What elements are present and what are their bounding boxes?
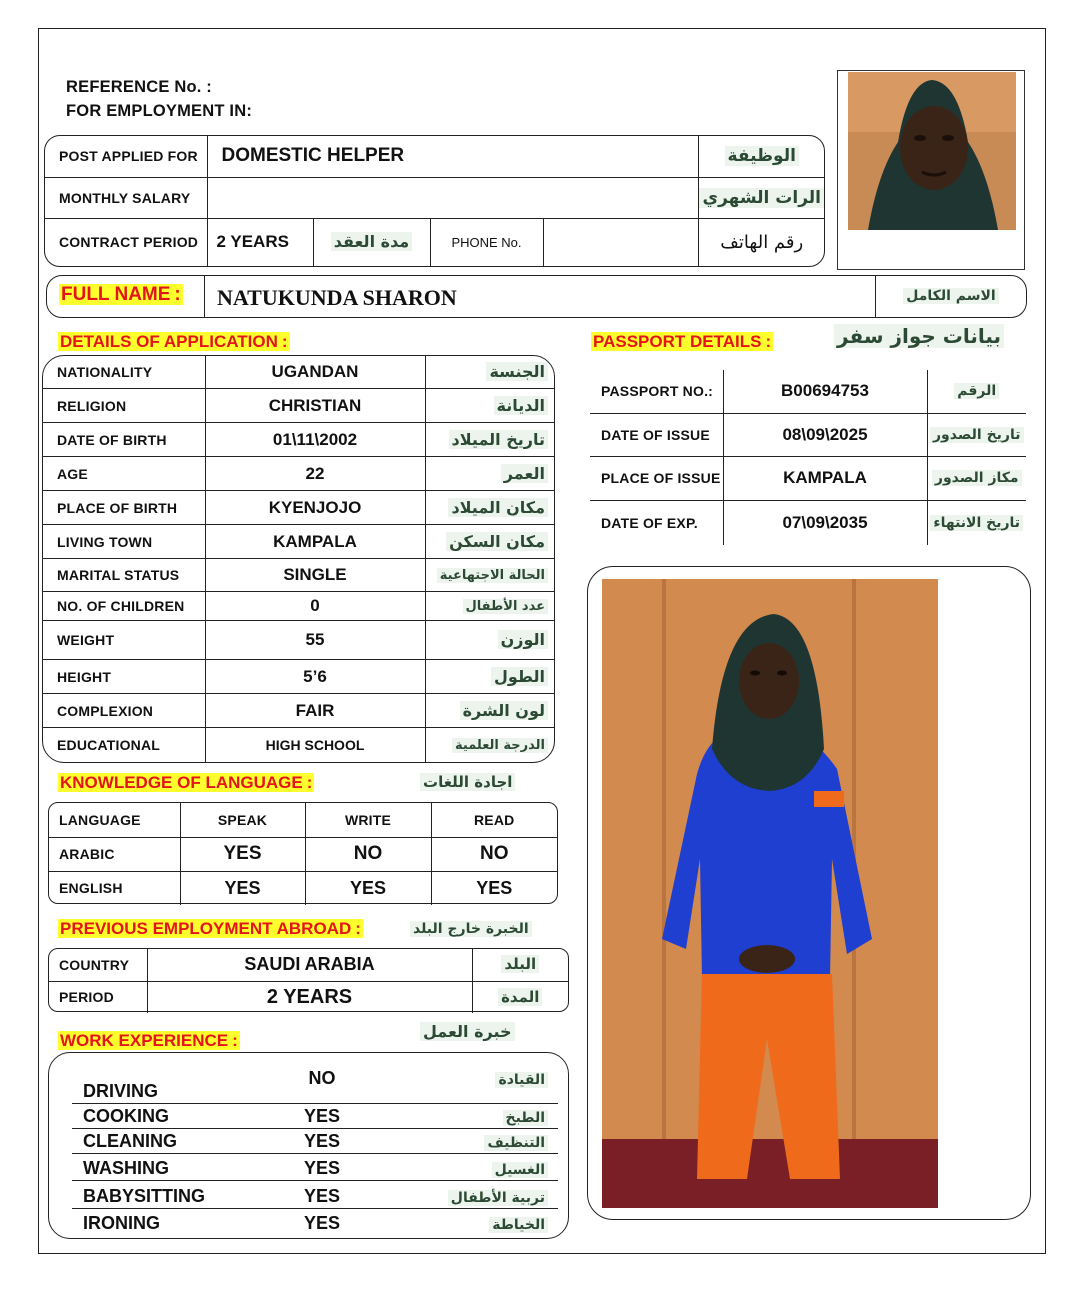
details-label: HEIGHT bbox=[43, 660, 205, 694]
passport-label: PLACE OF ISSUE bbox=[590, 456, 723, 500]
language-col-speak: SPEAK bbox=[180, 803, 305, 837]
work-value: NO bbox=[308, 1068, 336, 1088]
details-label: LIVING TOWN bbox=[43, 525, 205, 559]
passport-value: 08\09\2025 bbox=[723, 413, 927, 456]
details-row-date-of-birth bbox=[43, 423, 554, 457]
passport-ar: الرقم bbox=[954, 383, 999, 399]
details-row-weight bbox=[43, 621, 554, 660]
passport-box bbox=[590, 370, 1026, 545]
work-label: IRONING bbox=[83, 1213, 161, 1233]
full-name-box bbox=[46, 275, 1027, 318]
details-row-height bbox=[43, 660, 554, 694]
post-ar: الوظيفة bbox=[725, 146, 799, 166]
language-col-read: READ bbox=[431, 803, 557, 837]
work-list bbox=[72, 1064, 558, 1235]
language-col-write: WRITE bbox=[305, 803, 431, 837]
post-label: POST APPLIED FOR bbox=[45, 136, 207, 177]
details-row-age bbox=[43, 457, 554, 491]
phone-label: PHONE No. bbox=[430, 218, 543, 266]
work-value: YES bbox=[303, 1158, 341, 1178]
full-name-divider bbox=[204, 276, 205, 317]
previous-period-label: PERIOD bbox=[49, 981, 147, 1013]
work-ar: الغسيل bbox=[492, 1162, 548, 1178]
details-label: DATE OF BIRTH bbox=[43, 423, 205, 457]
work-ar: التنظيف bbox=[484, 1135, 548, 1151]
salary-value bbox=[207, 177, 699, 218]
english-write: YES bbox=[305, 871, 431, 905]
passport-ar: تاريخ الانتهاء bbox=[930, 515, 1023, 531]
language-arabic: ARABIC bbox=[49, 837, 180, 871]
details-ar: مكان الميلاد bbox=[448, 498, 548, 517]
details-heading: DETAILS OF APPLICATION bbox=[60, 332, 278, 351]
previous-country-label: COUNTRY bbox=[49, 949, 147, 981]
details-ar: العمر bbox=[501, 464, 548, 483]
details-row-place-of-birth bbox=[43, 491, 554, 525]
passport-value: B00694753 bbox=[723, 370, 927, 413]
details-label: NO. OF CHILDREN bbox=[43, 592, 205, 621]
details-ar: مكان السكن bbox=[446, 532, 548, 551]
previous-period-ar: المدة bbox=[498, 988, 542, 1006]
details-row-no-of-children bbox=[43, 592, 554, 621]
details-value: 0 bbox=[205, 592, 425, 621]
work-row-ironing bbox=[72, 1209, 558, 1235]
full-name-ar: الاسم الكامل bbox=[903, 288, 998, 304]
contract-value: 2 YEARS bbox=[207, 218, 313, 266]
passport-label: PASSPORT NO.: bbox=[590, 370, 723, 413]
details-label: RELIGION bbox=[43, 389, 205, 423]
work-ar: خبرة العمل bbox=[420, 1022, 515, 1041]
contract-label: CONTRACT PERIOD bbox=[45, 218, 207, 266]
work-ar: الخياطة bbox=[489, 1217, 548, 1233]
details-label: AGE bbox=[43, 457, 205, 491]
details-row-living-town bbox=[43, 525, 554, 559]
language-col-language: LANGUAGE bbox=[49, 803, 180, 837]
work-row-driving bbox=[72, 1064, 558, 1104]
work-ar: القيادة bbox=[495, 1072, 548, 1088]
details-label: COMPLEXION bbox=[43, 694, 205, 728]
work-row-cleaning bbox=[72, 1129, 558, 1154]
work-row-babysitting bbox=[72, 1181, 558, 1209]
details-value: HIGH SCHOOL bbox=[205, 728, 425, 762]
details-ar: الحالة الاجتهاعية bbox=[437, 568, 548, 583]
details-label: MARITAL STATUS bbox=[43, 559, 205, 592]
details-value: CHRISTIAN bbox=[205, 389, 425, 423]
language-heading: KNOWLEDGE OF LANGUAGE bbox=[60, 773, 303, 792]
passport-row-passport-no bbox=[590, 370, 1026, 413]
work-row-cooking bbox=[72, 1104, 558, 1129]
details-rows bbox=[43, 356, 554, 762]
details-row-educational bbox=[43, 728, 554, 762]
details-box bbox=[42, 355, 555, 763]
details-label: NATIONALITY bbox=[43, 356, 205, 389]
language-box bbox=[48, 802, 558, 904]
details-value: FAIR bbox=[205, 694, 425, 728]
details-row-complexion bbox=[43, 694, 554, 728]
passport-ar: بيانات جواز سفر bbox=[834, 324, 1004, 348]
passport-ar: مكاز الصدور bbox=[932, 470, 1022, 486]
work-value: YES bbox=[303, 1186, 341, 1206]
passport-row-date-of-exp bbox=[590, 500, 1026, 545]
headshot-photo bbox=[848, 72, 1016, 230]
passport-rows bbox=[590, 370, 1026, 545]
details-ar: لون الشرة bbox=[460, 701, 548, 720]
details-label: PLACE OF BIRTH bbox=[43, 491, 205, 525]
details-value: UGANDAN bbox=[205, 356, 425, 389]
details-value: 22 bbox=[205, 457, 425, 491]
work-row-washing bbox=[72, 1154, 558, 1181]
salary-label: MONTHLY SALARY bbox=[45, 177, 207, 218]
passport-row-place-of-issue bbox=[590, 456, 1026, 500]
details-ar: الوزن bbox=[498, 630, 548, 649]
english-read: YES bbox=[476, 877, 513, 898]
details-row-nationality bbox=[43, 356, 554, 389]
passport-label: DATE OF EXP. bbox=[590, 500, 723, 545]
contract-ar: مدة العقد bbox=[331, 232, 412, 251]
details-label: WEIGHT bbox=[43, 621, 205, 660]
full-name-label: FULL NAME bbox=[61, 284, 171, 305]
work-label: BABYSITTING bbox=[83, 1186, 206, 1206]
work-ar: الطبخ bbox=[503, 1110, 549, 1126]
details-ar: الجنسة bbox=[486, 362, 548, 381]
language-english: ENGLISH bbox=[49, 871, 180, 905]
details-ar: الديانة bbox=[494, 396, 548, 415]
details-value: 01\11\2002 bbox=[205, 423, 425, 457]
full-body-photo bbox=[602, 579, 938, 1208]
salary-ar: الرات الشهري bbox=[699, 188, 824, 208]
work-heading: WORK EXPERIENCE bbox=[60, 1031, 229, 1050]
previous-box bbox=[48, 948, 569, 1012]
full-name-value: NATUKUNDA SHARON bbox=[217, 285, 457, 310]
work-value: YES bbox=[303, 1106, 341, 1126]
previous-country-value: SAUDI ARABIA bbox=[147, 949, 472, 981]
arabic-speak: YES bbox=[180, 837, 305, 871]
details-value: 55 bbox=[205, 621, 425, 660]
details-row-marital-status bbox=[43, 559, 554, 592]
previous-ar: الخبرة خارج البلد bbox=[410, 921, 532, 937]
work-value: YES bbox=[303, 1131, 341, 1151]
work-value: YES bbox=[303, 1213, 341, 1233]
passport-ar: تاريخ الصدور bbox=[930, 427, 1024, 443]
employment-label: FOR EMPLOYMENT IN: bbox=[66, 102, 253, 120]
previous-period-value: 2 YEARS bbox=[147, 981, 472, 1013]
details-value: KYENJOJO bbox=[205, 491, 425, 525]
details-label: EDUCATIONAL bbox=[43, 728, 205, 762]
passport-value: 07\09\2035 bbox=[723, 500, 927, 545]
language-ar: اجادة اللغات bbox=[420, 773, 515, 791]
full-name-divider-2 bbox=[875, 276, 876, 317]
details-row-religion bbox=[43, 389, 554, 423]
details-value: 5’6 bbox=[205, 660, 425, 694]
arabic-read: NO bbox=[431, 837, 557, 871]
work-label: COOKING bbox=[83, 1106, 170, 1126]
passport-label: DATE OF ISSUE bbox=[590, 413, 723, 456]
passport-value: KAMPALA bbox=[723, 456, 927, 500]
work-label: CLEANING bbox=[83, 1131, 177, 1151]
arabic-write: NO bbox=[305, 837, 431, 871]
post-value: DOMESTIC HELPER bbox=[207, 136, 699, 177]
passport-heading: PASSPORT DETAILS bbox=[593, 332, 762, 351]
phone-value bbox=[543, 218, 699, 266]
previous-heading: PREVIOUS EMPLOYMENT ABROAD bbox=[60, 919, 352, 938]
post-box bbox=[44, 135, 825, 267]
reference-label: REFERENCE No. : bbox=[66, 78, 213, 96]
work-ar: تربية الأطفال bbox=[448, 1190, 548, 1206]
passport-row-date-of-issue bbox=[590, 413, 1026, 456]
phone-ar: رقم الهاتف bbox=[720, 231, 804, 253]
work-label: WASHING bbox=[83, 1158, 170, 1178]
work-label: DRIVING bbox=[83, 1081, 159, 1101]
details-value: SINGLE bbox=[205, 559, 425, 592]
full-name-colon: : bbox=[174, 284, 181, 305]
details-ar: الطول bbox=[491, 667, 548, 686]
previous-country-ar: البلد bbox=[501, 955, 539, 973]
details-ar: الدرجة العلمية bbox=[452, 738, 548, 753]
details-ar: عدد الأطفال bbox=[463, 599, 549, 614]
english-speak: YES bbox=[180, 871, 305, 905]
details-value: KAMPALA bbox=[205, 525, 425, 559]
details-ar: تاريخ الميلاد bbox=[449, 430, 548, 449]
